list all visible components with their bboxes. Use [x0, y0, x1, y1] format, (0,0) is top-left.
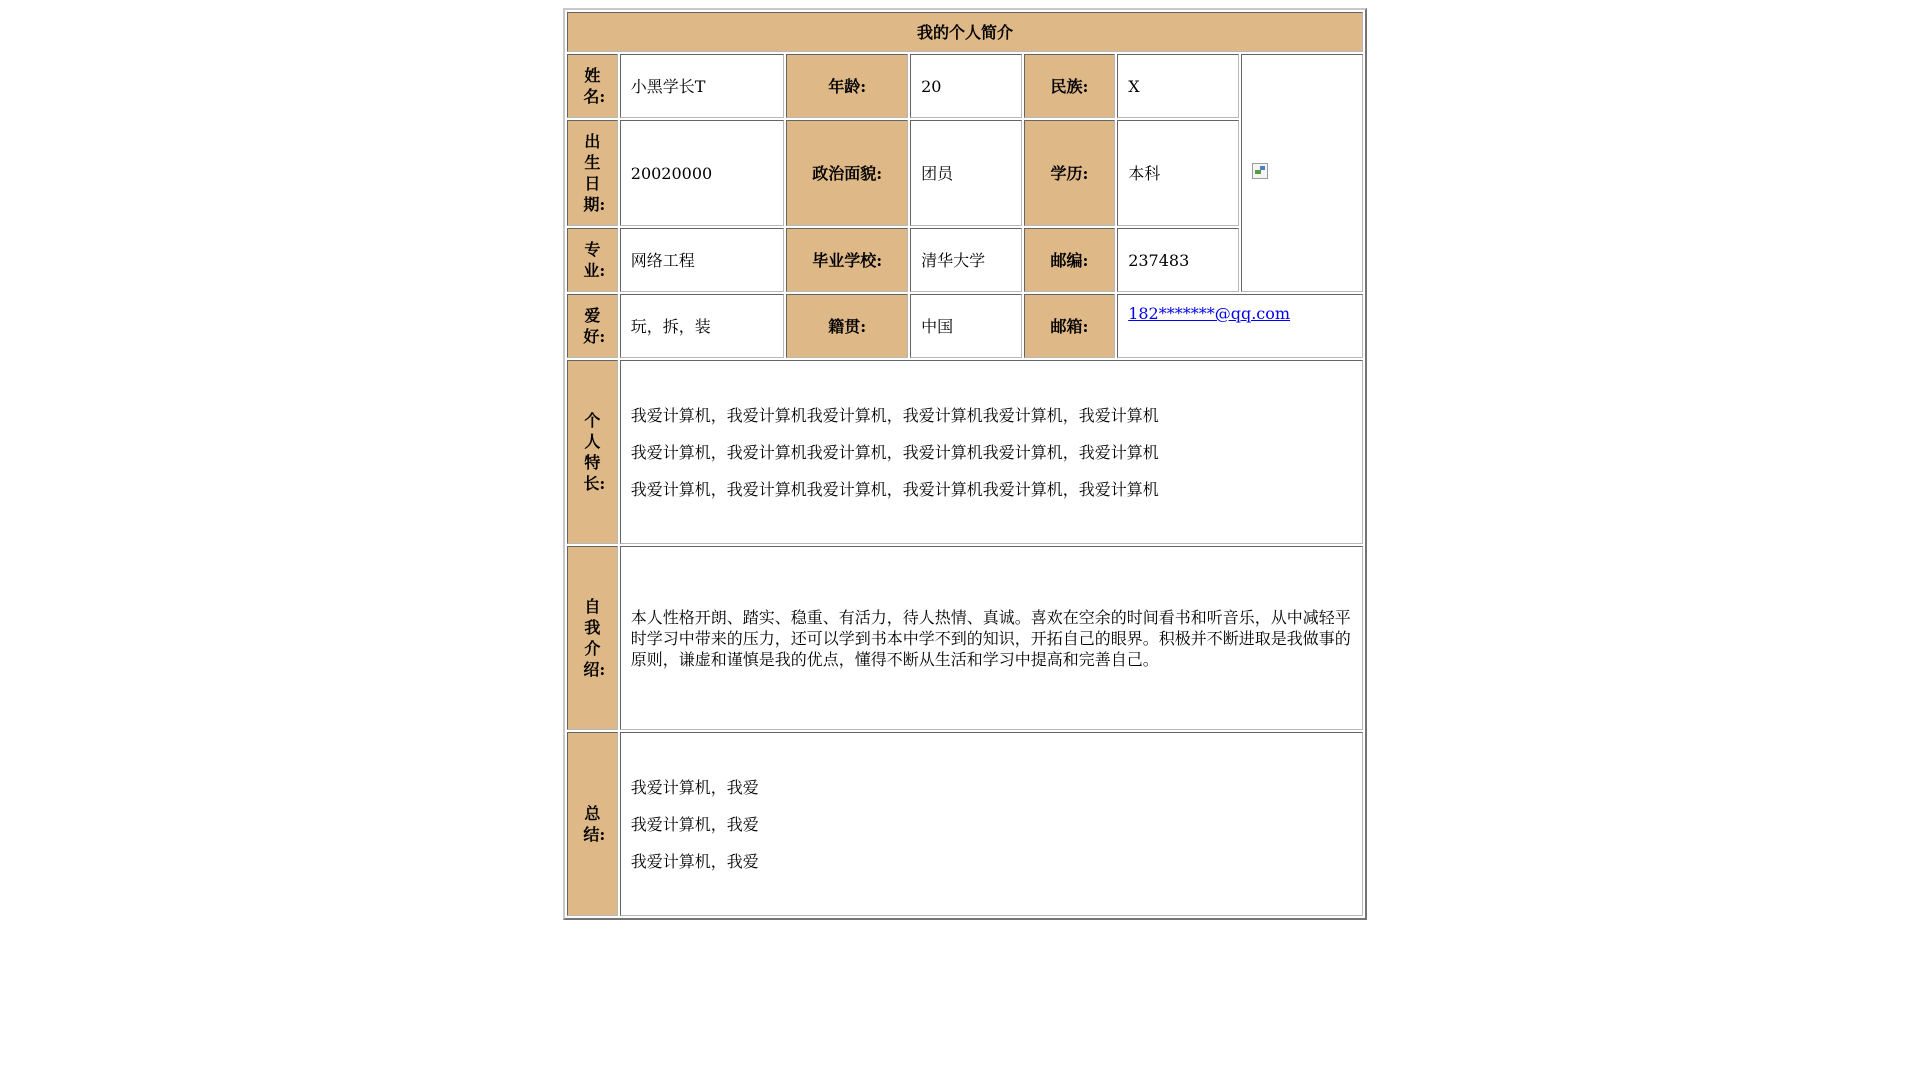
label-politics: 政治面貌: [786, 120, 908, 226]
label-school: 毕业学校: [786, 228, 908, 292]
resume-container [563, 8, 1367, 920]
label-birthdate: 出生日期: [567, 120, 618, 226]
value-school: 清华大学 [910, 228, 1022, 292]
summary-line: 我爱计算机，我爱 [630, 814, 759, 834]
label-hobby: 爱好: [567, 294, 618, 358]
value-birthdate: 20020000 [620, 120, 785, 226]
specialty-content [620, 360, 1363, 544]
value-age: 20 [910, 54, 1022, 118]
value-native: 中国 [910, 294, 1022, 358]
specialty-line: 我爱计算机，我爱计算机我爱计算机，我爱计算机我爱计算机，我爱计算机 [630, 479, 1159, 499]
label-summary: 总结: [567, 732, 618, 916]
value-education: 本科 [1117, 120, 1239, 226]
label-ethnicity: 民族: [1024, 54, 1115, 118]
summary-content [620, 732, 1363, 916]
label-education: 学历: [1024, 120, 1115, 226]
value-name: 小黑学长T [620, 54, 785, 118]
intro-content: 本人性格开朗、踏实、稳重、有活力，待人热情、真诚。喜欢在空余的时间看书和听音乐，从中减轻平时学习中带来的压力，还可以学到书本中学不到的知识，开拓自己的眼界。积极并不断进取是我做事的原则，谦虚和谨慎是我的优点，懂得不断从生活和学习中提高和完善自己。 [620, 546, 1363, 730]
specialty-line: 我爱计算机，我爱计算机我爱计算机，我爱计算机我爱计算机，我爱计算机 [630, 405, 1159, 425]
label-major: 专业: [567, 228, 618, 292]
email-link[interactable]: 182*******@qq.com [1128, 304, 1291, 323]
label-intro: 自我介绍: [567, 546, 618, 730]
page-title: 我的个人简介 [567, 12, 1363, 52]
summary-line: 我爱计算机，我爱 [630, 777, 759, 797]
resume-table [563, 8, 1367, 920]
photo-cell [1241, 54, 1363, 292]
label-native: 籍贯: [786, 294, 908, 358]
specialty-line: 我爱计算机，我爱计算机我爱计算机，我爱计算机我爱计算机，我爱计算机 [630, 442, 1159, 462]
value-hobby: 玩，拆，装 [620, 294, 785, 358]
label-age: 年龄: [786, 54, 908, 118]
label-name: 姓名: [567, 54, 618, 118]
broken-image-icon [1252, 163, 1268, 179]
value-postcode: 237483 [1117, 228, 1239, 292]
value-email-cell [1117, 294, 1363, 358]
label-postcode: 邮编: [1024, 228, 1115, 292]
value-ethnicity: X [1117, 54, 1239, 118]
label-specialty: 个人特长: [567, 360, 618, 544]
summary-line: 我爱计算机，我爱 [630, 851, 759, 871]
label-email: 邮箱: [1024, 294, 1115, 358]
value-politics: 团员 [910, 120, 1022, 226]
value-major: 网络工程 [620, 228, 785, 292]
